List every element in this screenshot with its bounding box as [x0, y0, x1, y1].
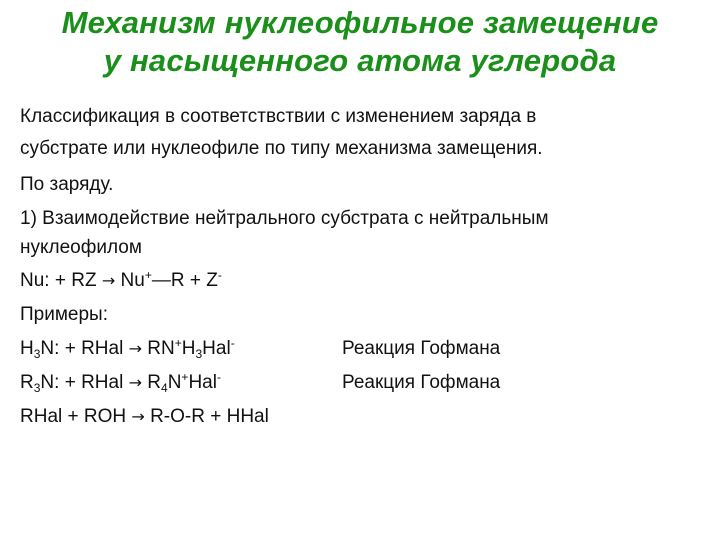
reaction-name-2: Реакция Гофмана — [342, 372, 501, 393]
eq-general-nu: Nu — [115, 270, 145, 291]
examples-heading: Примеры: — [20, 304, 108, 325]
eq-general-products: R + Z — [170, 270, 218, 291]
reaction-arrow-icon: → — [128, 339, 142, 358]
reaction-arrow-icon: → — [128, 373, 142, 392]
general-equation — [20, 270, 222, 292]
eq2-part: Hal — [188, 372, 217, 393]
charge-plus: + — [174, 336, 182, 350]
charge-plus: + — [144, 268, 152, 282]
item-1-line-1: 1) Взаимодействие нейтрального субстрата с нейтральным — [20, 208, 549, 229]
eq3-part: R-O-R + HHal — [144, 406, 269, 427]
eq1-part: H — [181, 338, 196, 359]
example-equation-1 — [20, 338, 710, 360]
reaction-name-1: Реакция Гофмана — [342, 338, 501, 359]
eq1-subscript: 3 — [33, 347, 41, 361]
eq3-part: RHal + ROH — [20, 406, 132, 427]
reaction-arrow-icon: → — [131, 407, 145, 426]
eq1-part: H — [20, 338, 34, 359]
slide-title — [0, 4, 720, 80]
eq2-subscript: 3 — [33, 381, 41, 395]
eq1-part: RN — [142, 338, 175, 359]
eq1-subscript: 3 — [195, 347, 203, 361]
item-1-line-2: нуклеофилом — [20, 237, 142, 258]
charge-minus: - — [230, 336, 235, 350]
title-line-1: Механизм нуклеофильное замещение — [61, 5, 659, 40]
charge-minus: - — [216, 370, 221, 384]
title-line-2: у насыщенного атома углерода — [103, 43, 617, 78]
eq2-part: R — [142, 372, 161, 393]
bond-dash: — — [151, 270, 171, 291]
eq-general-reactants: Nu: + RZ — [20, 270, 102, 291]
eq1-part: Hal — [202, 338, 231, 359]
eq2-part: R — [20, 372, 34, 393]
intro-line-1: Классификация в соответствствии с изменением заряда в — [20, 106, 537, 127]
example-equation-2 — [20, 372, 710, 394]
eq1-part: N: + RHal — [40, 338, 129, 359]
eq2-part: N — [167, 372, 182, 393]
charge-plus: + — [181, 370, 189, 384]
charge-minus: - — [217, 268, 222, 282]
example-equation-3 — [20, 406, 269, 428]
eq2-part: N: + RHal — [40, 372, 129, 393]
intro-line-2: субстрате или нуклеофиле по типу механизма замещения. — [20, 138, 543, 159]
by-charge-heading: По заряду. — [20, 174, 114, 195]
reaction-arrow-icon: → — [101, 271, 116, 290]
eq2-subscript: 4 — [161, 381, 168, 395]
